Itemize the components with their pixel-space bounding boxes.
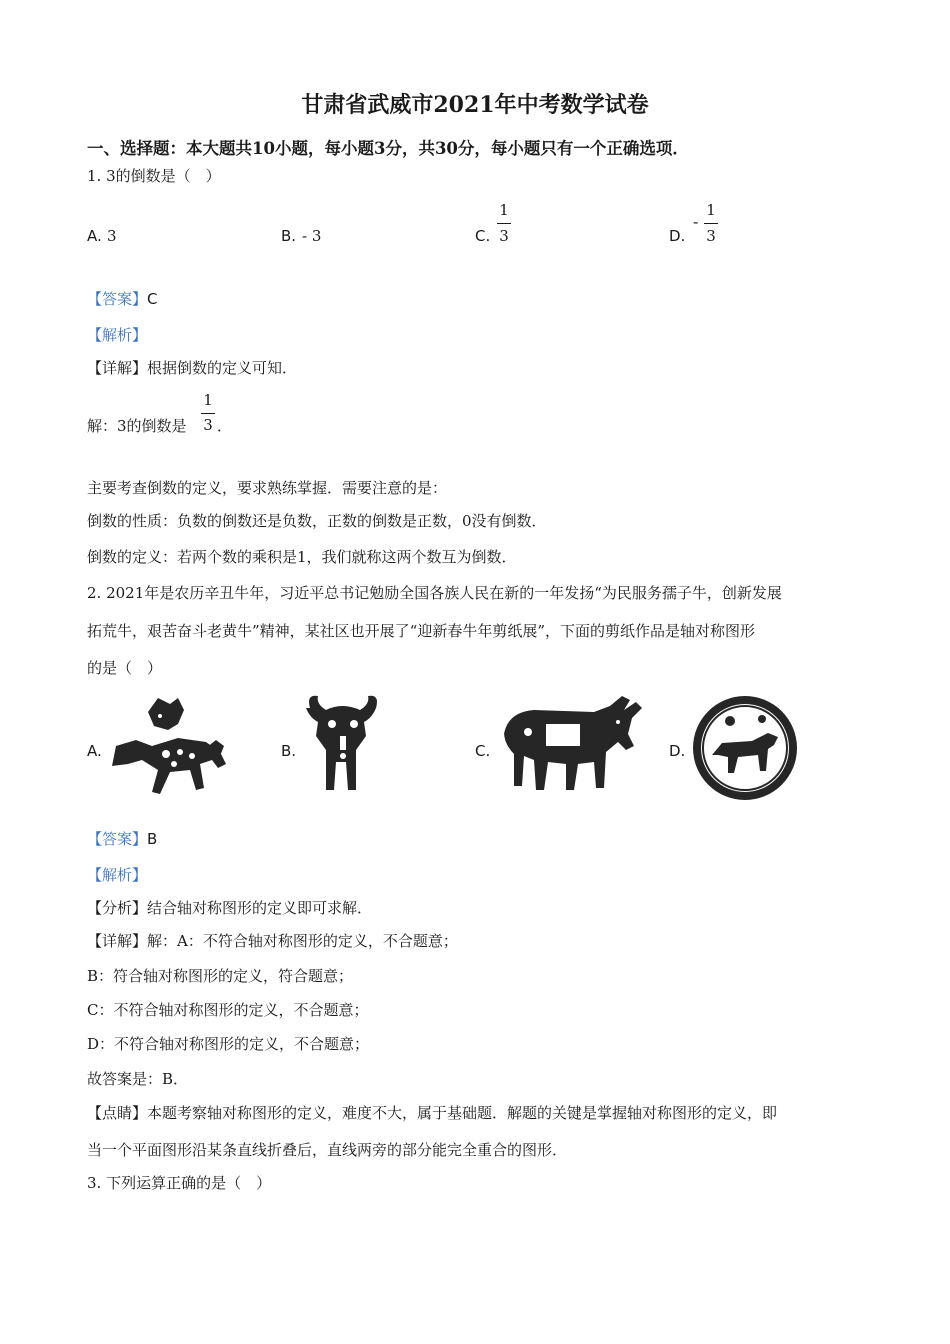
q1-option-d-denominator: 3 (706, 227, 716, 245)
papercut-round-ox-image (690, 693, 800, 803)
q1-option-c-denominator: 3 (499, 227, 509, 245)
q1-note-line3: 倒数的定义：若两个数的乘积是1，我们就称这两个数互为倒数． (87, 548, 517, 566)
answer-tag: 【答案】 (87, 290, 148, 308)
q2-stem-line3: 的是（ ） (87, 659, 163, 677)
q2-option-d-label: D. (669, 742, 686, 760)
q2-b-line: B：符合轴对称图形的定义，符合题意； (87, 967, 354, 985)
answer-tag: 【答案】 (87, 830, 148, 848)
q1-option-b-label: B. (281, 227, 297, 245)
q2-option-b-label: B. (281, 742, 297, 760)
section-heading: 一、选择题：本大题共10小题，每小题3分，共30分，每小题只有一个正确选项． (87, 139, 689, 158)
q1-option-a-value: 3 (107, 227, 117, 245)
q1-option-c-fraction-bar (497, 223, 511, 224)
q1-solution-denominator: 3 (203, 416, 213, 434)
q2-option-c-label: C. (475, 742, 491, 760)
q2-dianjing-line2: 当一个平面图形沿某条直线折叠后，直线两旁的部分能完全重合的图形． (87, 1141, 568, 1159)
q2-analysis-tag: 【解析】 (87, 866, 148, 884)
q2-stem-line2: 拓荒牛，艰苦奋斗老黄牛”精神，某社区也开展了“迎新春牛年剪纸展”，下面的剪纸作品是轴对称图形 (87, 622, 756, 640)
papercut-symmetric-ox-image (302, 690, 384, 800)
q2-detail: 【详解】解：A：不符合轴对称图形的定义，不合题意； (87, 932, 458, 950)
q1-option-c-label: C. (475, 227, 491, 245)
q2-option-a-label: A. (87, 742, 102, 760)
q1-analysis-tag: 【解析】 (87, 326, 148, 344)
answer-value: C (147, 290, 158, 308)
q1-option-c-numerator: 1 (499, 201, 509, 219)
q2-conclusion: 故答案是：B． (87, 1070, 189, 1088)
q2-c-line: C：不符合轴对称图形的定义，不合题意； (87, 1001, 369, 1019)
papercut-ox-with-rider-image (108, 692, 233, 797)
q1-solution-fraction-bar (201, 413, 215, 414)
q1-solution-suffix: ． (217, 417, 233, 435)
q1-detail: 【详解】根据倒数的定义可知． (87, 359, 298, 377)
q2-fenxi: 【分析】结合轴对称图形的定义即可求解． (87, 899, 373, 917)
q3-stem: 3. 下列运算正确的是（ ） (87, 1174, 272, 1192)
q1-solution-numerator: 1 (203, 391, 213, 409)
q1-option-d-sign: - (693, 213, 699, 231)
answer-value: B (147, 830, 158, 848)
q1-option-b-value: - 3 (302, 227, 322, 245)
q1-solution (87, 415, 187, 436)
q1-option-d-fraction-bar (704, 223, 718, 224)
q1-answer (87, 288, 158, 309)
page-title: 甘肃省武威市2021年中考数学试卷 (301, 92, 649, 118)
q1-solution-prefix: 解：3的倒数是 (87, 417, 187, 435)
q1-option-a-label: A. (87, 227, 102, 245)
q2-dianjing-line1: 【点睛】本题考察轴对称图形的定义，难度不大，属于基础题．解题的关键是掌握轴对称图形的定义，即 (87, 1104, 778, 1122)
q1-note-line1: 主要考查倒数的定义，要求熟练掌握．需要注意的是： (87, 479, 448, 497)
q2-d-line: D：不符合轴对称图形的定义，不合题意； (87, 1035, 370, 1053)
papercut-standing-ox-image (498, 692, 646, 798)
q2-stem-line1: 2. 2021年是农历辛丑牛年，习近平总书记勉励全国各族人民在新的一年发扬“为民服务孺子牛，创新发展 (87, 584, 782, 602)
q1-option-d-label: D. (669, 227, 686, 245)
q1-note-line2: 倒数的性质：负数的倒数还是负数，正数的倒数是正数，0没有倒数． (87, 512, 547, 530)
q1-stem: 1. 3的倒数是（ ） (87, 167, 221, 185)
q2-answer (87, 828, 157, 849)
q1-option-d-numerator: 1 (706, 201, 716, 219)
